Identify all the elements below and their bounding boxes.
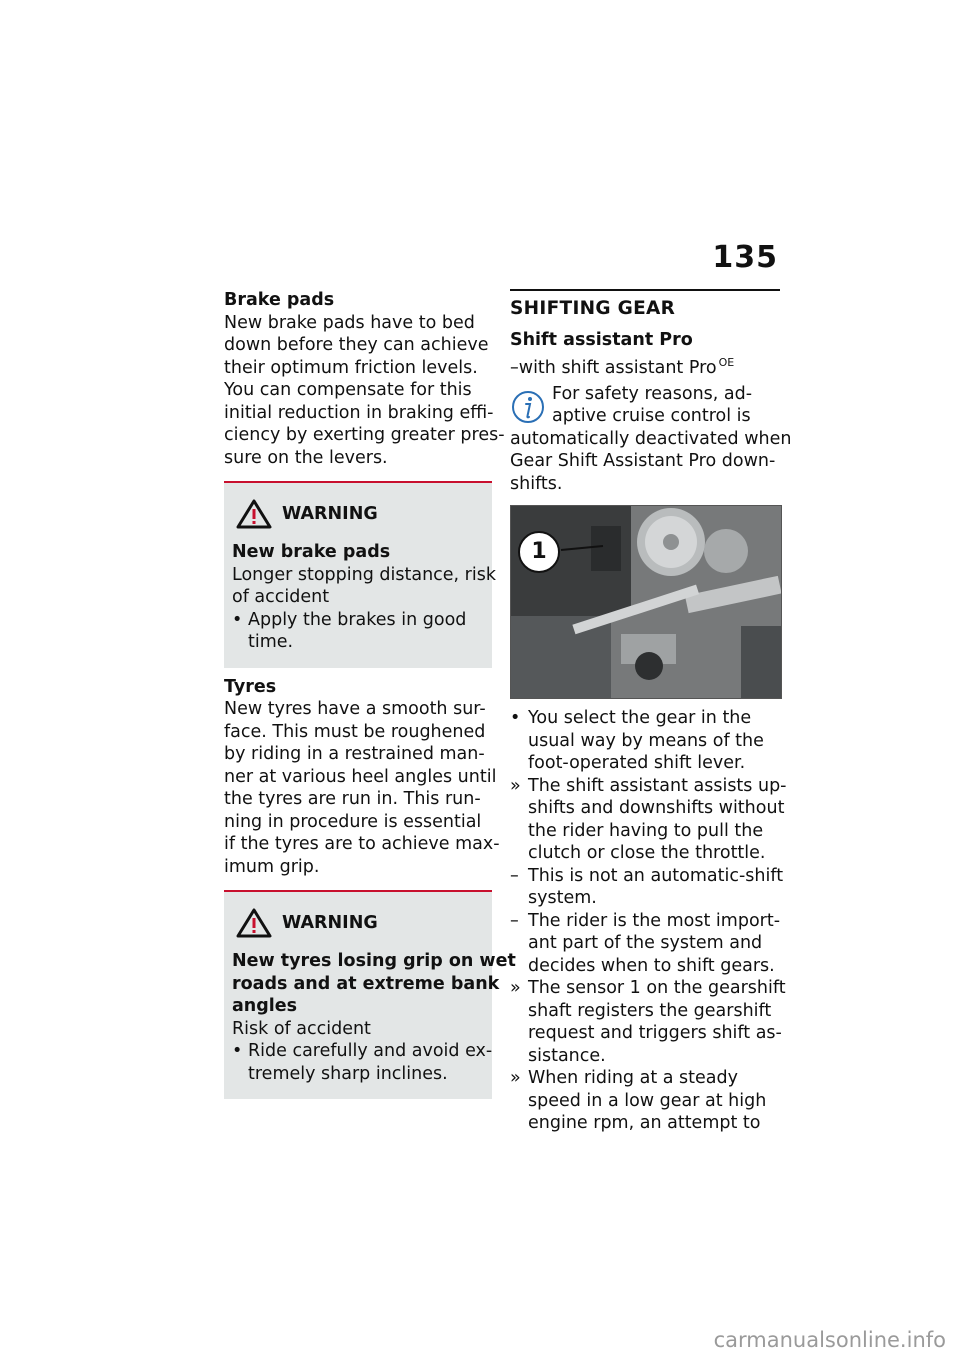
- list-item: [510, 910, 780, 978]
- text-line: foot-operated shift lever.: [528, 753, 746, 774]
- tyres-text: [224, 698, 500, 878]
- info-icon: [510, 389, 546, 425]
- text-line: New tyres have a smooth sur-: [224, 699, 486, 719]
- right-column: [510, 289, 792, 1135]
- text-line: angles: [232, 996, 298, 1016]
- text-line: the rider having to pull the: [528, 820, 764, 841]
- list-item: [510, 775, 787, 865]
- text-line: For safety reasons, ad-: [552, 383, 753, 404]
- text-line: clutch or close the throttle.: [528, 843, 766, 864]
- site-watermark[interactable]: carmanualsonline.info: [713, 1328, 946, 1352]
- text-line: Apply the brakes in good: [248, 609, 467, 630]
- text-line: The sensor 1 on the gearshift: [528, 978, 786, 999]
- bullet-mark: •: [232, 1041, 243, 1061]
- list-mark: •: [510, 708, 521, 729]
- text-line: The rider is the most import-: [528, 910, 781, 931]
- list-item: [510, 707, 780, 775]
- text-line: sure on the levers.: [224, 447, 388, 468]
- warning-triangle-icon: [236, 499, 272, 529]
- text-line: speed in a low gear at high: [528, 1090, 767, 1111]
- left-column: [224, 289, 516, 1107]
- list-mark: »: [510, 978, 521, 999]
- text-line: This is not an automatic-shift: [528, 865, 784, 886]
- text-line: You can compensate for this: [224, 380, 472, 400]
- text-line: tremely sharp inclines.: [248, 1063, 448, 1084]
- text-line: the tyres are run in. This run-: [224, 789, 481, 809]
- text-line: shaft registers the gearshift: [528, 1000, 772, 1021]
- text-line: shifts.: [510, 473, 563, 494]
- text-line: time.: [248, 632, 294, 652]
- text-line: their optimum friction levels.: [224, 357, 478, 378]
- text-line: Risk of accident: [232, 1018, 371, 1039]
- list-mark: »: [510, 775, 521, 796]
- text-line: down before they can achieve: [224, 335, 489, 355]
- gearshift-sensor-photo: [510, 505, 782, 699]
- warning-label: WARNING: [282, 913, 378, 933]
- warning-bullet: [232, 1040, 493, 1085]
- page-number: 135: [712, 240, 778, 275]
- brake-pads-title: Brake pads: [224, 290, 335, 310]
- equipment-sup: OE: [718, 355, 735, 369]
- text-line: of accident: [232, 587, 330, 607]
- list-mark: –: [510, 865, 519, 886]
- subsection-title: Shift assistant Pro: [510, 330, 693, 350]
- list-mark: »: [510, 1068, 521, 1089]
- text-line: shifts and downshifts without: [528, 798, 785, 819]
- warning-heading: [232, 950, 516, 1018]
- list-item: [510, 977, 786, 1067]
- text-line: aptive cruise control is: [552, 406, 751, 427]
- gearshift-photo-illustration: [511, 506, 781, 698]
- text-line: request and triggers shift as-: [528, 1023, 782, 1044]
- warning-triangle-icon: [236, 908, 272, 938]
- photo-callout-number: 1: [531, 539, 547, 565]
- text-line: initial reduction in braking effi-: [224, 402, 494, 423]
- warning-text: [232, 1018, 484, 1041]
- text-line: roads and at extreme bank: [232, 973, 500, 994]
- text-line: New brake pads have to bed: [224, 312, 475, 333]
- text-line: decides when to shift gears.: [528, 955, 775, 976]
- text-line: ciency by exerting greater pres-: [224, 425, 505, 445]
- equipment-prefix: –with shift assistant Pro: [510, 357, 717, 378]
- warning-heading: New brake pads: [232, 542, 391, 562]
- text-line: ning in procedure is essential: [224, 811, 482, 832]
- equipment-note: [510, 352, 780, 379]
- warning-box-tyres: [224, 890, 516, 1099]
- text-line: You select the gear in the: [528, 708, 752, 729]
- warning-label: WARNING: [282, 504, 378, 524]
- text-line: system.: [528, 888, 597, 909]
- warning-header: [236, 499, 484, 529]
- procedure-list: [510, 707, 787, 1135]
- warning-header: [236, 908, 484, 938]
- warning-text: [232, 564, 496, 609]
- list-item: [510, 865, 784, 910]
- text-line: imum grip.: [224, 856, 320, 877]
- warning-box-brake-pads: [224, 481, 496, 668]
- text-line: if the tyres are to achieve max-: [224, 834, 500, 854]
- text-line: ant part of the system and: [528, 933, 763, 954]
- brake-pads-text: [224, 312, 505, 470]
- text-line: Gear Shift Assistant Pro down-: [510, 451, 776, 472]
- list-mark: –: [510, 910, 519, 931]
- info-note: [510, 383, 792, 496]
- text-line: When riding at a steady: [528, 1068, 738, 1089]
- text-line: Longer stopping distance, risk: [232, 564, 496, 585]
- text-line: usual way by means of the: [528, 730, 764, 751]
- text-line: Ride carefully and avoid ex-: [248, 1041, 493, 1061]
- text-line: face. This must be roughened: [224, 721, 486, 742]
- brake-pads-section: [224, 289, 505, 469]
- text-line: ner at various heel angles until: [224, 766, 497, 787]
- text-line: automatically deactivated when: [510, 428, 792, 449]
- warning-bullet: [232, 609, 484, 654]
- text-line: sistance.: [528, 1045, 606, 1066]
- text-line: engine rpm, an attempt to: [528, 1113, 761, 1134]
- text-line: New tyres losing grip on wet: [232, 951, 516, 971]
- tyres-title: Tyres: [224, 676, 277, 697]
- text-line: The shift assistant assists up-: [528, 775, 787, 796]
- tyres-section: [224, 676, 500, 879]
- list-item: [510, 1067, 780, 1135]
- text-line: by riding in a restrained man-: [224, 744, 485, 764]
- bullet-mark: •: [232, 609, 243, 630]
- section-title: SHIFTING GEAR: [510, 289, 780, 323]
